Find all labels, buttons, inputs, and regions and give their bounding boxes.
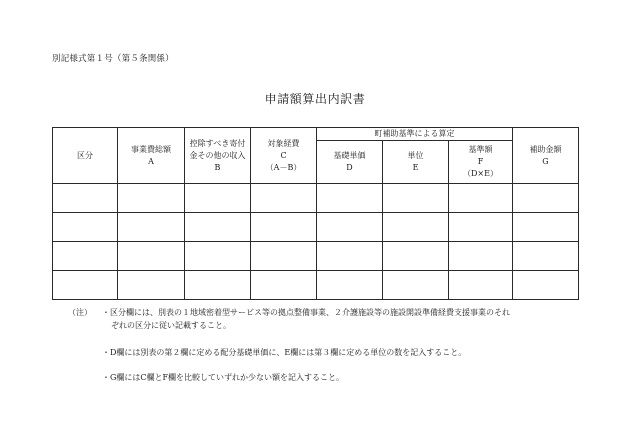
table-cell[interactable] <box>251 184 317 213</box>
table-cell[interactable] <box>251 213 317 242</box>
table-cell[interactable] <box>383 271 449 300</box>
note-item-kubun: ・区分欄には、別表の１地域密着型サービス等の拠点整備事業、２介護施設等の施設開設準備経費支援事業のそれ ぞれの区分に従い記載すること。 <box>102 308 510 330</box>
table-cell[interactable] <box>513 184 579 213</box>
header-kubun: 区分 <box>53 128 118 184</box>
note-item-d-e: ・D欄には別表の第２欄に定める配分基礎単価に、E欄には第３欄に定める単位の数を記入すること。 <box>102 348 467 357</box>
table-cell[interactable] <box>185 213 251 242</box>
form-number-label: 別記様式第１号（第５条関係） <box>52 54 174 64</box>
header-standard-amount-f: 基準額 F （D×E） <box>449 141 513 184</box>
table-header-row <box>53 128 579 141</box>
table-cell[interactable] <box>317 271 383 300</box>
document-title: 申請額算出内訳書 <box>264 92 366 106</box>
table-cell[interactable] <box>383 184 449 213</box>
table-cell[interactable] <box>449 213 513 242</box>
table-row <box>53 213 579 242</box>
table-row <box>53 271 579 300</box>
table-cell[interactable] <box>53 242 118 271</box>
table-cell[interactable] <box>53 213 118 242</box>
notes-marker: （注） <box>68 308 92 317</box>
note-item-g: ・G欄にはC欄とF欄を比較していずれか少ない額を記入すること。 <box>102 373 345 382</box>
table-cell[interactable] <box>185 242 251 271</box>
header-town-standard-group: 町補助基準による算定 <box>317 128 513 141</box>
table-cell[interactable] <box>185 184 251 213</box>
table-cell[interactable] <box>317 184 383 213</box>
header-units-e: 単位 E <box>383 141 449 184</box>
table-cell[interactable] <box>513 271 579 300</box>
table-cell[interactable] <box>53 184 118 213</box>
table-row <box>53 242 579 271</box>
table-cell[interactable] <box>449 271 513 300</box>
table-row <box>53 184 579 213</box>
table-cell[interactable] <box>251 242 317 271</box>
header-total-cost-a: 事業費総額 A <box>118 128 185 184</box>
table-cell[interactable] <box>513 213 579 242</box>
header-subsidy-g: 補助金額 G <box>513 128 579 184</box>
table-cell[interactable] <box>118 213 185 242</box>
table-cell[interactable] <box>449 184 513 213</box>
calculation-table <box>52 127 579 300</box>
header-unit-price-d: 基礎単価 D <box>317 141 383 184</box>
table-cell[interactable] <box>383 213 449 242</box>
table-cell[interactable] <box>118 184 185 213</box>
table-cell[interactable] <box>317 213 383 242</box>
header-deduction-b: 控除すべき寄付 金その他の収入 B <box>185 128 251 184</box>
table-cell[interactable] <box>513 242 579 271</box>
table-cell[interactable] <box>317 242 383 271</box>
table-cell[interactable] <box>53 271 118 300</box>
table-cell[interactable] <box>449 242 513 271</box>
table-cell[interactable] <box>185 271 251 300</box>
table-cell[interactable] <box>383 242 449 271</box>
table-cell[interactable] <box>118 242 185 271</box>
table-cell[interactable] <box>118 271 185 300</box>
header-target-cost-c: 対象経費 C （A－B） <box>251 128 317 184</box>
table-cell[interactable] <box>251 271 317 300</box>
